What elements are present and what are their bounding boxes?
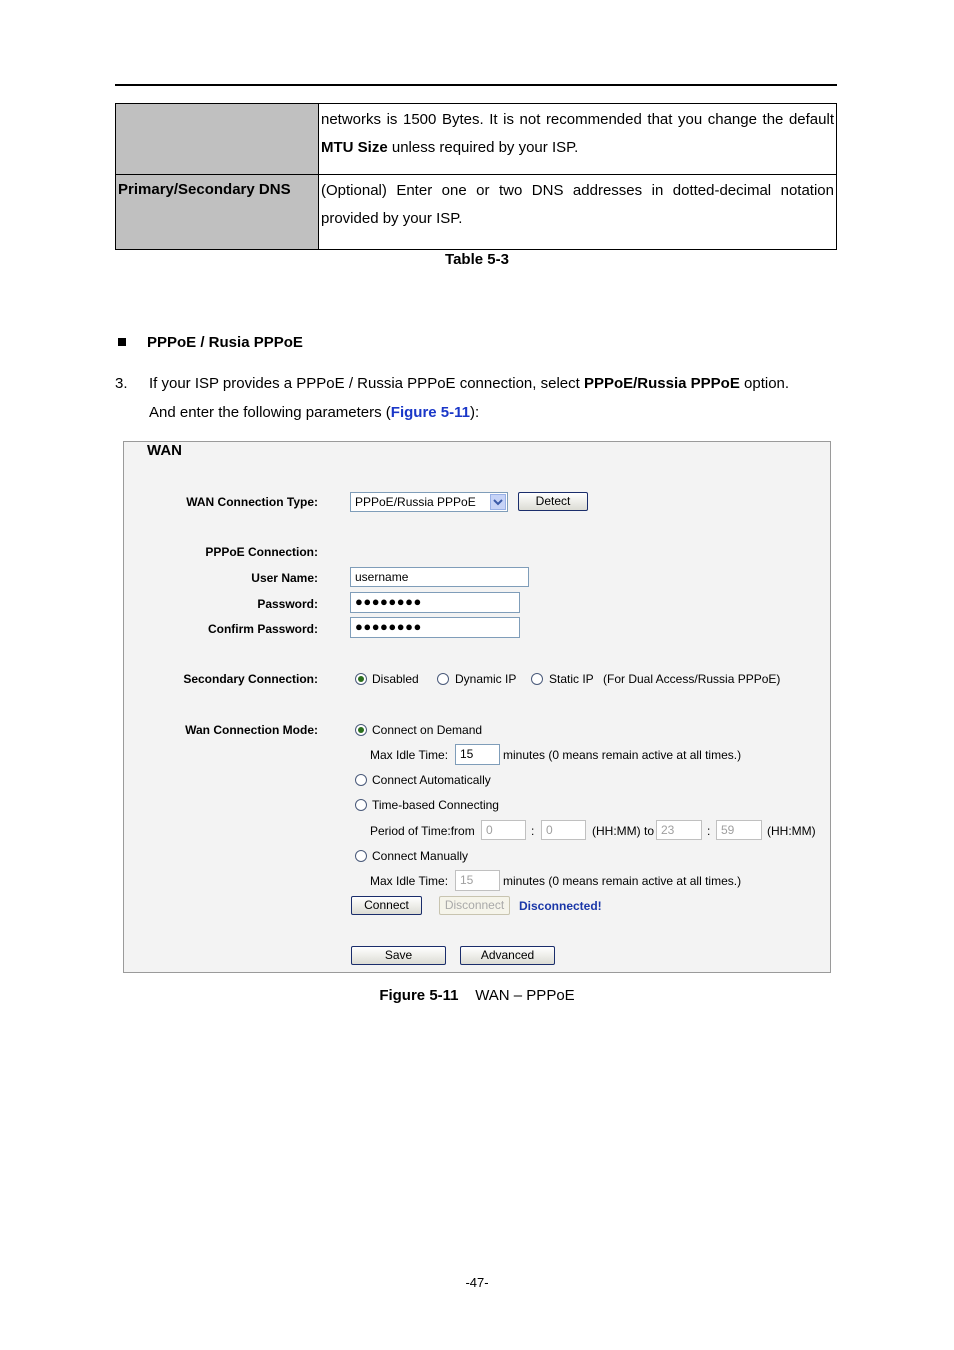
- hhmm-to-label: (HH:MM) to: [592, 824, 654, 838]
- table-caption: Table 5-3: [445, 251, 509, 268]
- time-based-connecting-radio[interactable]: [355, 799, 367, 811]
- confirm-password-label: Confirm Password:: [207, 622, 318, 636]
- user-name-input[interactable]: username: [350, 567, 529, 587]
- figure-caption: [0, 987, 954, 1004]
- square-bullet-icon: [118, 338, 126, 346]
- connection-status: Disconnected!: [519, 899, 602, 913]
- max-idle-time-label: Max Idle Time:: [370, 874, 449, 888]
- wan-connection-type-value: PPPoE/Russia PPPoE: [355, 495, 476, 509]
- table-row: [116, 175, 837, 250]
- step-text-line-2: And enter the following parameters (Figure 5-11):: [149, 404, 480, 421]
- secondary-connection-note: (For Dual Access/Russia PPPoE): [603, 672, 781, 686]
- period-from-hour-input[interactable]: 0: [481, 820, 526, 840]
- secondary-dynamic-ip-radio[interactable]: [437, 673, 449, 685]
- max-idle-time-label: Max Idle Time:: [370, 748, 449, 762]
- hhmm-label: (HH:MM): [767, 824, 816, 838]
- connect-automatically-radio[interactable]: [355, 774, 367, 786]
- password-label: Password:: [257, 597, 318, 611]
- wan-connection-type-label: WAN Connection Type:: [186, 495, 318, 509]
- period-to-hour-input[interactable]: 23: [656, 820, 702, 840]
- secondary-static-ip-label: Static IP: [549, 672, 594, 686]
- parameter-table: [115, 103, 837, 250]
- step-number: 3.: [115, 375, 128, 392]
- step-text-line-1: If your ISP provides a PPPoE / Russia PPPoE connection, select PPPoE/Russia PPPoE option.: [149, 375, 790, 392]
- table-row: [116, 104, 837, 175]
- pppoe-connection-label: PPPoE Connection:: [205, 545, 318, 559]
- connect-manually-label: Connect Manually: [372, 849, 469, 863]
- connect-manually-radio[interactable]: [355, 850, 367, 862]
- secondary-connection-label: Secondary Connection:: [183, 672, 318, 686]
- period-to-minute-input[interactable]: 59: [716, 820, 762, 840]
- user-name-label: User Name:: [251, 571, 318, 585]
- connect-on-demand-radio[interactable]: [355, 724, 367, 736]
- figure-title: WAN – PPPoE: [475, 987, 575, 1004]
- page-number: -47-: [465, 1275, 489, 1290]
- wan-connection-type-select[interactable]: [350, 492, 508, 512]
- password-input[interactable]: ●●●●●●●●: [350, 592, 520, 613]
- table-row-label: Primary/Secondary DNS: [116, 175, 319, 250]
- detect-button[interactable]: Detect: [518, 492, 588, 511]
- wan-panel-title: WAN: [147, 442, 182, 459]
- connect-automatically-label: Connect Automatically: [372, 773, 491, 787]
- header-rule: [115, 84, 837, 86]
- secondary-dynamic-ip-label: Dynamic IP: [455, 672, 517, 686]
- advanced-button[interactable]: Advanced: [460, 946, 555, 965]
- save-button[interactable]: Save: [351, 946, 446, 965]
- max-idle-time-input[interactable]: 15: [455, 744, 500, 765]
- time-based-connecting-label: Time-based Connecting: [372, 798, 499, 812]
- table-row-description: networks is 1500 Bytes. It is not recommended that you change the default MTU Size unless required by your ISP.: [319, 104, 837, 175]
- manual-max-idle-time-input[interactable]: 15: [455, 870, 500, 891]
- time-separator: :: [531, 824, 535, 838]
- table-row-label: [116, 104, 319, 175]
- table-row-description: (Optional) Enter one or two DNS addresses in dotted-decimal notation provided by your ISP.: [319, 175, 837, 250]
- chevron-down-icon[interactable]: [490, 494, 506, 510]
- secondary-disabled-radio[interactable]: [355, 673, 367, 685]
- period-of-time-label: Period of Time:from: [370, 824, 475, 838]
- max-idle-time-note: minutes (0 means remain active at all times.): [503, 874, 742, 888]
- connect-on-demand-label: Connect on Demand: [372, 723, 483, 737]
- wan-settings-panel: [123, 441, 831, 973]
- figure-number: Figure 5-11: [379, 987, 459, 1004]
- secondary-static-ip-radio[interactable]: [531, 673, 543, 685]
- time-separator: :: [707, 824, 711, 838]
- mtu-size-term: MTU Size: [321, 139, 388, 156]
- period-from-minute-input[interactable]: 0: [541, 820, 586, 840]
- confirm-password-input[interactable]: ●●●●●●●●: [350, 617, 520, 638]
- connect-button[interactable]: Connect: [351, 896, 422, 915]
- figure-link[interactable]: Figure 5-11: [390, 404, 470, 421]
- disconnect-button[interactable]: Disconnect: [439, 896, 510, 915]
- secondary-disabled-label: Disabled: [372, 672, 419, 686]
- max-idle-time-note: minutes (0 means remain active at all times.): [503, 748, 742, 762]
- section-title: PPPoE / Rusia PPPoE: [147, 334, 303, 351]
- wan-connection-mode-label: Wan Connection Mode:: [185, 723, 318, 737]
